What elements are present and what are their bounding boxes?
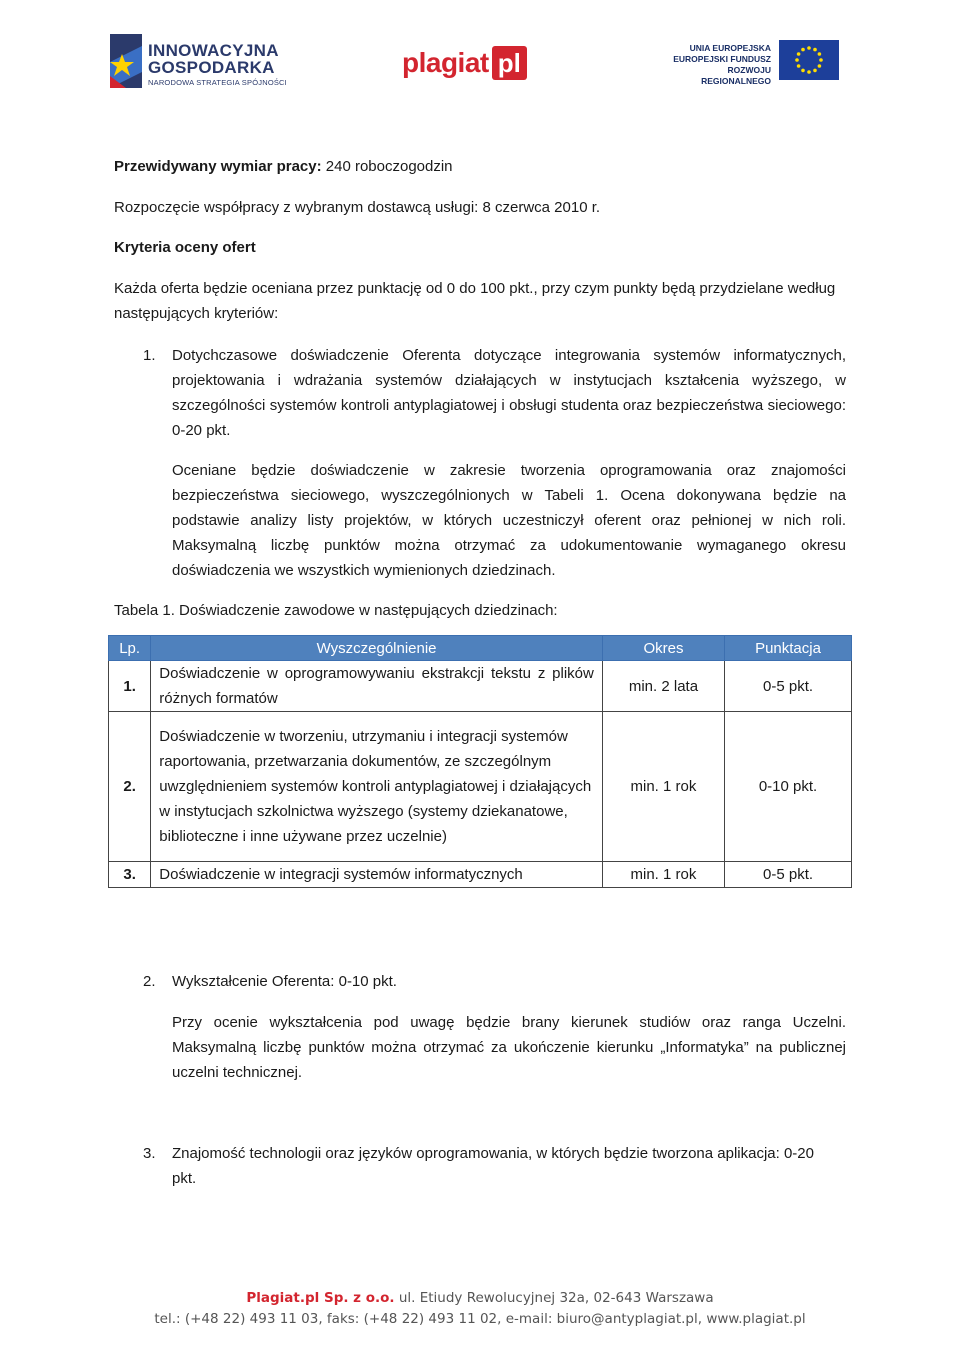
wymiar-pracy xyxy=(114,154,849,179)
cell-punktacja: 0-5 pkt. xyxy=(725,862,852,888)
plagiat-logo xyxy=(402,46,552,86)
criterion-3-number: 3. xyxy=(143,1145,156,1162)
cell-desc: Doświadczenie w integracji systemów informatycznych xyxy=(151,862,603,888)
table-row xyxy=(109,661,852,712)
criterion-2-detail: Przy ocenie wykształcenia pod uwagę będzie brany kierunek studiów oraz ranga Uczelni. Maksymalną liczbę punktów można otrzymać za ukończenie kierunku „Informatyka” na publicznej uczelni technicznej. xyxy=(172,1014,846,1081)
kryteria-intro: Każda oferta będzie oceniana przez punktację od 0 do 100 pkt., przy czym punkty będą przydzielane według następujących kryteriów: xyxy=(114,280,836,322)
cell-lp: 1. xyxy=(109,661,151,712)
wymiar-value: 240 roboczogodzin xyxy=(321,158,453,175)
footer-address: ul. Etiudy Rewolucyjnej 32a, 02-643 Warszawa xyxy=(394,1290,714,1306)
table-caption: Tabela 1. Doświadczenie zawodowe w następujących dziedzinach: xyxy=(114,602,558,619)
col-header-okres: Okres xyxy=(602,636,724,661)
innowacyjna-gospodarka-logo xyxy=(108,30,298,92)
criterion-3-text: Znajomość technologii oraz języków oprogramowania, w których będzie tworzona aplikacja: 0-20 pkt. xyxy=(172,1145,814,1187)
criterion-2-text: Wykształcenie Oferenta: 0-10 pkt. xyxy=(172,973,397,990)
cell-lp: 3. xyxy=(109,862,151,888)
cell-desc: Doświadczenie w tworzeniu, utrzymaniu i integracji systemów raportowania, przetwarzania dokumentów, ze szczególnym uwzględnieniem systemów kontroli antyplagiatowej i działających w instytucjach szkolnictwa wyższego (systemy dziekanatowe, biblioteczne i inne używane przez uczelnie) xyxy=(151,712,603,862)
criterion-1-number: 1. xyxy=(143,347,156,364)
eu-logo-text: UNIA EUROPEJSKA EUROPEJSKI FUNDUSZ ROZWOJU REGIONALNEGO xyxy=(673,43,771,86)
wymiar-label: Przewidywany wymiar pracy: xyxy=(114,158,322,175)
kryteria-title: Kryteria oceny ofert xyxy=(114,239,256,256)
eu-flag-icon xyxy=(779,40,839,80)
criterion-1-text: Dotychczasowe doświadczenie Oferenta dotyczące integrowania systemów informatycznych, projektowania i wdrażania systemów działających w instytucjach kształcenia wyższego, w szczególności systemów kontroli antyplagiatowej i obsługi studenta oraz bezpieczeństwa sieciowego: 0-20 pkt. xyxy=(172,347,846,439)
cell-punktacja: 0-5 pkt. xyxy=(725,661,852,712)
col-header-wyszczegolnienie: Wyszczególnienie xyxy=(151,636,603,661)
table-row xyxy=(109,862,852,888)
cell-punktacja: 0-10 pkt. xyxy=(725,712,852,862)
cell-lp: 2. xyxy=(109,712,151,862)
logo-plagiat-text: plagiat xyxy=(402,47,489,78)
cell-okres: min. 1 rok xyxy=(602,862,724,888)
cell-okres: min. 2 lata xyxy=(602,661,724,712)
table-header-row xyxy=(109,636,852,661)
cell-okres: min. 1 rok xyxy=(602,712,724,862)
table-row xyxy=(109,712,852,862)
footer-address-line xyxy=(0,1288,960,1309)
page-footer xyxy=(0,1288,960,1330)
experience-table xyxy=(108,635,852,888)
logo-ig-subtitle: NARODOWA STRATEGIA SPÓJNOŚCI xyxy=(148,78,287,87)
col-header-lp: Lp. xyxy=(109,636,151,661)
footer-company: Plagiat.pl Sp. z o.o. xyxy=(246,1290,395,1306)
rozpoczecie-wspolpracy: Rozpoczęcie współpracy z wybranym dostawcą usługi: 8 czerwca 2010 r. xyxy=(114,199,601,216)
logo-ig-text: INNOWACYJNA GOSPODARKA xyxy=(148,41,279,77)
criterion-1-detail: Oceniane będzie doświadczenie w zakresie tworzenia oprogramowania oraz znajomości bezpieczeństwa sieciowego, wyszczególnionych w Tabeli 1. Ocena dokonywana będzie na podstawie analizy listy projektów, w których uczestniczył oferent oraz pełnionej w nich roli. Maksymalną liczbę punktów można otrzymać za udokumentowanie wymaganego okresu doświadczenia we wszystkich wymienionych dziedzinach. xyxy=(172,462,846,579)
logo-plagiat-box: pl xyxy=(492,46,527,80)
star-flag-icon xyxy=(108,32,144,90)
col-header-punktacja: Punktacja xyxy=(725,636,852,661)
criterion-2-number: 2. xyxy=(143,973,156,990)
eu-fund-logo xyxy=(667,40,847,86)
cell-desc: Doświadczenie w oprogramowywaniu ekstrakcji tekstu z plików różnych formatów xyxy=(151,661,603,712)
page-header xyxy=(0,0,960,110)
footer-contact: tel.: (+48 22) 493 11 03, faks: (+48 22) 493 11 02, e-mail: biuro@antyplagiat.pl, www.plagiat.pl xyxy=(154,1311,806,1327)
